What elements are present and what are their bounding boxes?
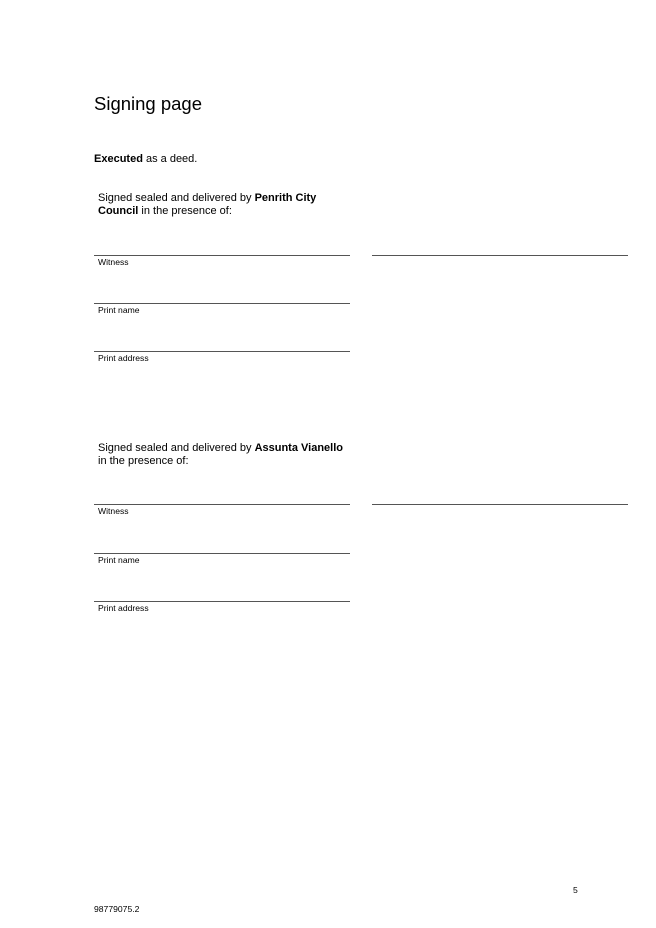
executed-rest: as a deed. [142, 153, 198, 165]
page-title: Signing page [94, 93, 203, 114]
witness-signature-line [94, 504, 350, 505]
witness-label: Witness [98, 506, 129, 516]
party-signature-line [372, 255, 628, 256]
print-address-line [94, 601, 350, 602]
execution-statement [94, 153, 197, 165]
print-name-label: Print name [98, 555, 140, 565]
party-name: Penrith City Council [98, 192, 317, 217]
witness-signature-line [94, 255, 350, 256]
print-address-line [94, 351, 350, 352]
witness-label: Witness [98, 257, 129, 267]
executed-bold: Executed [94, 153, 143, 165]
clause-suffix: in the presence of: [98, 455, 189, 467]
signing-clause-1 [98, 192, 348, 218]
clause-prefix: Signed sealed and delivered by [98, 192, 255, 204]
print-address-label: Print address [98, 603, 149, 613]
signing-clause-2 [98, 442, 348, 468]
party-signature-line [372, 504, 628, 505]
print-name-line [94, 303, 350, 304]
page-number: 5 [573, 885, 578, 895]
document-id: 98779075.2 [94, 904, 140, 914]
clause-suffix: in the presence of: [138, 205, 232, 217]
party-name: Assunta Vianello [254, 442, 343, 454]
clause-prefix: Signed sealed and delivered by [98, 442, 255, 454]
print-name-line [94, 553, 350, 554]
print-name-label: Print name [98, 305, 140, 315]
print-address-label: Print address [98, 353, 149, 363]
